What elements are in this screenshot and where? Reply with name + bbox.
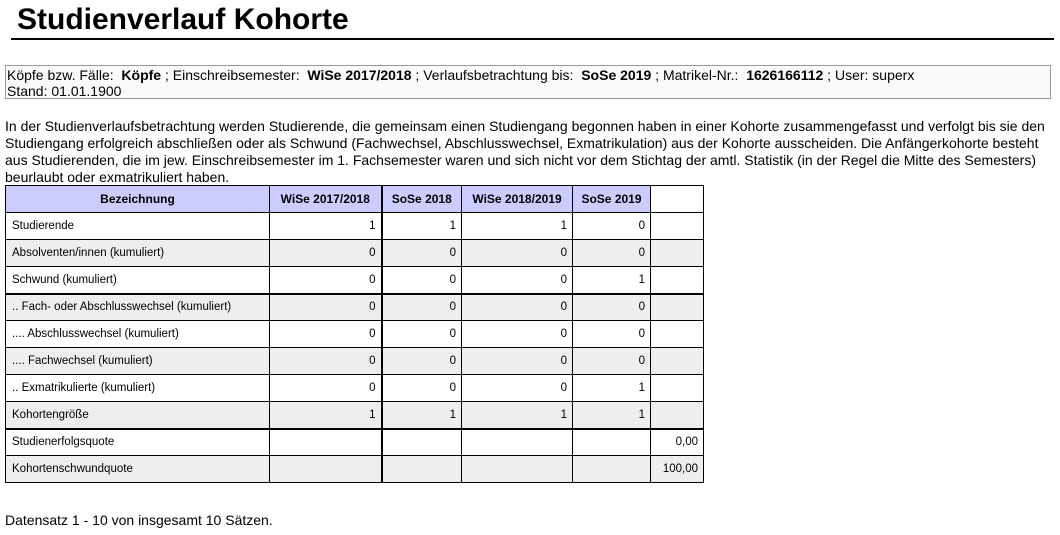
value-cell xyxy=(651,213,704,240)
matrikel-value: 1626166112 xyxy=(746,67,824,83)
value-cell: 0 xyxy=(382,267,462,294)
semester-label: Einschreibsemester: xyxy=(172,67,300,83)
row-label-cell: .. Fach- oder Abschlusswechsel (kumuliert) xyxy=(6,294,270,321)
value-cell xyxy=(651,402,704,429)
value-cell: 0 xyxy=(270,321,382,348)
value-cell xyxy=(462,456,573,483)
table-row xyxy=(6,321,704,348)
header-cell: WiSe 2017/2018 xyxy=(270,186,382,213)
value-cell: 0 xyxy=(462,348,573,375)
value-cell: 0 xyxy=(462,321,573,348)
value-cell: 0 xyxy=(573,348,651,375)
user-label: User: xyxy=(834,67,869,83)
value-cell: 0 xyxy=(573,213,651,240)
row-label-cell: .... Abschlusswechsel (kumuliert) xyxy=(6,321,270,348)
until-value: SoSe 2019 xyxy=(581,67,652,83)
value-cell xyxy=(651,375,704,402)
cohort-table xyxy=(5,185,704,483)
value-cell: 1 xyxy=(573,267,651,294)
value-cell: 100,00 xyxy=(651,456,704,483)
table-row xyxy=(6,456,704,483)
stand-value: 01.01.1900 xyxy=(51,83,122,99)
value-cell xyxy=(573,456,651,483)
value-cell: 0 xyxy=(270,240,382,267)
table-row xyxy=(6,375,704,402)
header-cell: Bezeichnung xyxy=(6,186,270,213)
value-cell: 0 xyxy=(382,375,462,402)
query-info-box: Köpfe bzw. Fälle: Köpfe ; Einschreibsemester: WiSe 2017/2018 ; Verlaufsbetrachtung bis: SoSe 2019 ; Matrikel-Nr.: 1626166112 ; User: superx Stand: 01.01.1900 xyxy=(5,65,1051,99)
heads-value: Köpfe xyxy=(121,67,162,83)
header-cell: SoSe 2019 xyxy=(573,186,651,213)
table-row xyxy=(6,294,704,321)
value-cell: 0 xyxy=(462,240,573,267)
value-cell: 0 xyxy=(573,321,651,348)
value-cell: 1 xyxy=(573,402,651,429)
until-label: Verlaufsbetrachtung bis: xyxy=(423,67,574,83)
value-cell xyxy=(382,456,462,483)
row-label-cell: Schwund (kumuliert) xyxy=(6,267,270,294)
table-row xyxy=(6,213,704,240)
stand-label: Stand: xyxy=(7,83,48,99)
header-cell: SoSe 2018 xyxy=(382,186,462,213)
value-cell xyxy=(651,294,704,321)
value-cell xyxy=(462,429,573,456)
table-row xyxy=(6,267,704,294)
row-label-cell: Studienerfolgsquote xyxy=(6,429,270,456)
page-title: Studienverlauf Kohorte xyxy=(17,3,349,36)
table-row xyxy=(6,348,704,375)
value-cell: 0 xyxy=(382,348,462,375)
row-label-cell: .... Fachwechsel (kumuliert) xyxy=(6,348,270,375)
value-cell: 0 xyxy=(382,240,462,267)
value-cell: 1 xyxy=(462,402,573,429)
matrikel-label: Matrikel-Nr.: xyxy=(662,67,739,83)
description-text: In der Studienverlaufsbetrachtung werden Studierende, die gemeinsam einen Studiengang begonnen haben in einer Kohorte zusammengefasst und verfolgt bis sie den Studiengang erfolgreich abschließen oder als Schwund (Fachwechsel, Abschlusswechsel, Exmatrikulation) aus der Kohorte ausscheiden. Die Anfängerkohorte besteht aus Studierenden, die im jew. Einschreibsemester im 1. Fachsemester waren und sich nicht vor dem Stichtag der amtl. Statistik (in der Regel die Mitte des Semesters) beurlaubt oder exmatrikuliert haben. xyxy=(5,118,1045,185)
value-cell xyxy=(382,429,462,456)
value-cell xyxy=(651,348,704,375)
value-cell: 0,00 xyxy=(651,429,704,456)
value-cell: 0 xyxy=(270,348,382,375)
table-row xyxy=(6,240,704,267)
row-label-cell: Kohortenschwundquote xyxy=(6,456,270,483)
value-cell xyxy=(270,456,382,483)
row-label-cell: .. Exmatrikulierte (kumuliert) xyxy=(6,375,270,402)
table-row xyxy=(6,402,704,429)
user-value: superx xyxy=(872,67,915,83)
value-cell: 0 xyxy=(573,294,651,321)
table-row xyxy=(6,429,704,456)
value-cell xyxy=(651,267,704,294)
table-header-row xyxy=(6,186,704,213)
value-cell xyxy=(651,240,704,267)
value-cell: 1 xyxy=(382,213,462,240)
value-cell: 0 xyxy=(270,267,382,294)
row-label-cell: Studierende xyxy=(6,213,270,240)
value-cell: 1 xyxy=(382,402,462,429)
value-cell: 0 xyxy=(462,267,573,294)
row-label-cell: Absolventen/innen (kumuliert) xyxy=(6,240,270,267)
record-count: Datensatz 1 - 10 von insgesamt 10 Sätzen. xyxy=(5,512,273,528)
value-cell: 0 xyxy=(382,294,462,321)
value-cell: 0 xyxy=(382,321,462,348)
value-cell xyxy=(651,321,704,348)
heads-label: Köpfe bzw. Fälle: xyxy=(7,67,114,83)
value-cell: 1 xyxy=(462,213,573,240)
semester-value: WiSe 2017/2018 xyxy=(307,67,412,83)
value-cell: 0 xyxy=(270,375,382,402)
value-cell: 0 xyxy=(462,375,573,402)
value-cell xyxy=(270,429,382,456)
value-cell: 1 xyxy=(270,213,382,240)
value-cell: 1 xyxy=(270,402,382,429)
value-cell: 1 xyxy=(573,375,651,402)
title-divider xyxy=(11,38,1054,40)
value-cell: 0 xyxy=(462,294,573,321)
value-cell xyxy=(573,429,651,456)
value-cell: 0 xyxy=(573,240,651,267)
header-cell xyxy=(651,186,704,213)
value-cell: 0 xyxy=(270,294,382,321)
header-cell: WiSe 2018/2019 xyxy=(462,186,573,213)
row-label-cell: Kohortengröße xyxy=(6,402,270,429)
